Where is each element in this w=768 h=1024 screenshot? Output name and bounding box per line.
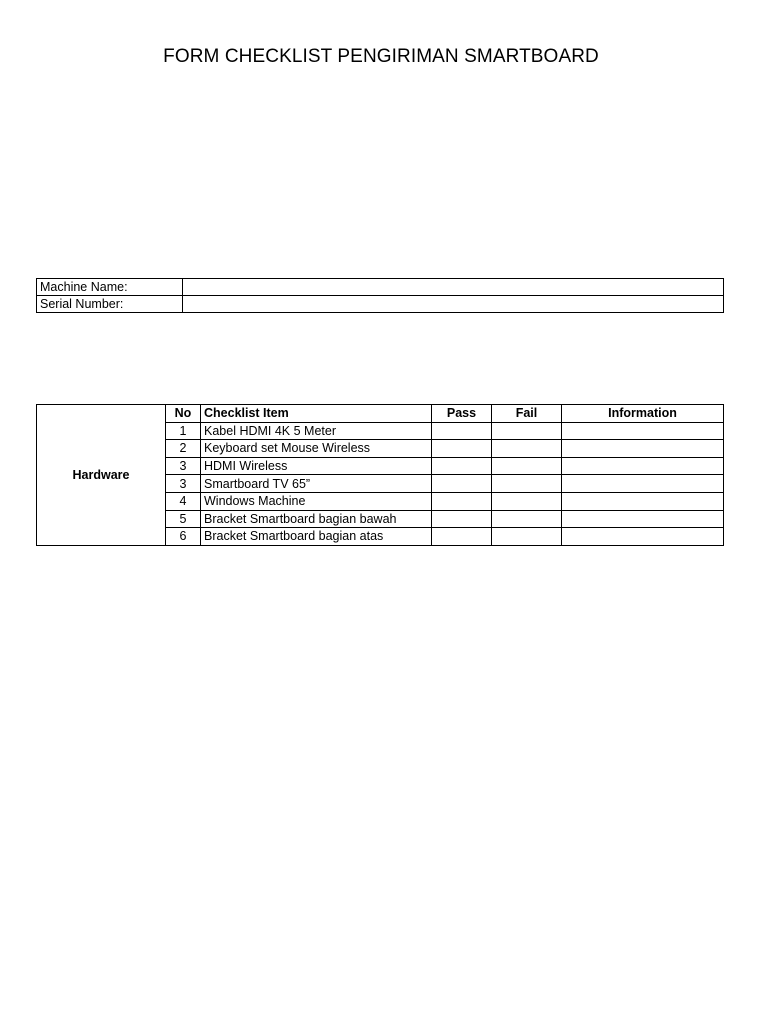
row-no: 4 (166, 492, 201, 510)
row-information-cell[interactable] (562, 422, 724, 440)
row-pass-cell[interactable] (432, 422, 492, 440)
row-information-cell[interactable] (562, 475, 724, 493)
machine-name-row (37, 279, 724, 296)
row-no: 5 (166, 510, 201, 528)
row-pass-cell[interactable] (432, 475, 492, 493)
row-fail-cell[interactable] (492, 457, 562, 475)
row-pass-cell[interactable] (432, 528, 492, 546)
machine-info-table (36, 278, 724, 313)
serial-number-label: Serial Number: (37, 296, 183, 313)
header-information: Information (562, 405, 724, 423)
row-information-cell[interactable] (562, 492, 724, 510)
row-item: Kabel HDMI 4K 5 Meter (201, 422, 432, 440)
row-pass-cell[interactable] (432, 440, 492, 458)
row-item: Bracket Smartboard bagian bawah (201, 510, 432, 528)
row-no: 3 (166, 457, 201, 475)
row-pass-cell[interactable] (432, 510, 492, 528)
row-no: 1 (166, 422, 201, 440)
row-fail-cell[interactable] (492, 528, 562, 546)
header-fail: Fail (492, 405, 562, 423)
machine-name-label: Machine Name: (37, 279, 183, 296)
header-pass: Pass (432, 405, 492, 423)
header-checklist-item: Checklist Item (201, 405, 432, 423)
row-fail-cell[interactable] (492, 492, 562, 510)
row-pass-cell[interactable] (432, 492, 492, 510)
row-information-cell[interactable] (562, 440, 724, 458)
row-fail-cell[interactable] (492, 422, 562, 440)
row-item: Bracket Smartboard bagian atas (201, 528, 432, 546)
row-fail-cell[interactable] (492, 510, 562, 528)
serial-number-row (37, 296, 724, 313)
row-item: Windows Machine (201, 492, 432, 510)
row-no: 2 (166, 440, 201, 458)
page-title: FORM CHECKLIST PENGIRIMAN SMARTBOARD (163, 46, 599, 67)
row-information-cell[interactable] (562, 528, 724, 546)
group-label-hardware: Hardware (37, 405, 166, 546)
row-pass-cell[interactable] (432, 457, 492, 475)
row-information-cell[interactable] (562, 457, 724, 475)
row-item: Keyboard set Mouse Wireless (201, 440, 432, 458)
checklist-header-row (37, 405, 724, 423)
machine-name-field[interactable] (183, 279, 724, 296)
serial-number-field[interactable] (183, 296, 724, 313)
row-item: HDMI Wireless (201, 457, 432, 475)
row-fail-cell[interactable] (492, 475, 562, 493)
checklist-table (36, 404, 724, 546)
row-no: 6 (166, 528, 201, 546)
row-no: 3 (166, 475, 201, 493)
row-fail-cell[interactable] (492, 440, 562, 458)
header-no: No (166, 405, 201, 423)
row-information-cell[interactable] (562, 510, 724, 528)
row-item: Smartboard TV 65” (201, 475, 432, 493)
